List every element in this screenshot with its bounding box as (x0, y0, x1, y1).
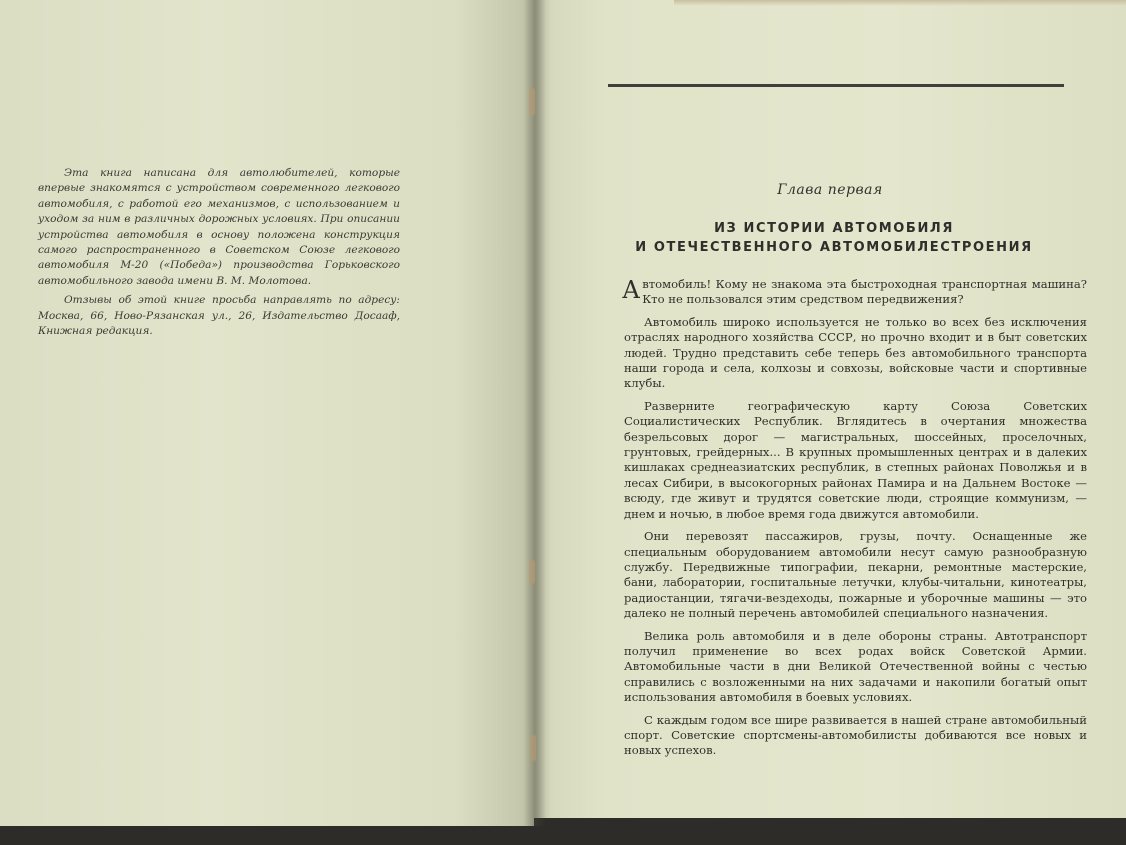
body-paragraph: Они перевозят пассажиров, грузы, почту. Оснащенные же специальным оборудованием автомобили несут самую разнообразную службу. Передвижные типографии, пекарни, ремонтные мастерские, бани, лаборатории, госпитальные летучки, клубы-читальни, кинотеатры, радиостанции, тягачи-вездеходы, пожарные и уборочные машины — это далеко не полный перечень автомобилей специального назначения. (624, 529, 1087, 621)
page-edge-shadow (674, 0, 1126, 6)
binding-stain (529, 88, 535, 116)
left-page (0, 0, 534, 826)
imprint-paragraph: Отзывы об этой книге просьба направлять по адресу: Москва, 66, Ново-Рязанская ул., 26, Издательство Досааф, Книжная редакция. (38, 294, 400, 338)
body-paragraph (624, 277, 1087, 308)
body-paragraph: Велика роль автомобиля и в деле обороны страны. Автотранспорт получил применение во всех родах войск Советской Армии. Автомобильные части в дни Великой Отечественной войны с честью справились с возложенными на них задачами и накопили богатый опыт использования автомобиля в боевых условиях. (624, 628, 1087, 705)
binding-gutter (524, 0, 546, 826)
chapter-body (624, 277, 1087, 766)
lead-text: втомобиль! Кому не знакома эта быстроходная транспортная машина? Кто не пользовался этим средством передвижения? (642, 277, 1087, 307)
drop-cap: А (622, 276, 641, 304)
imprint-annotation (38, 166, 400, 343)
chapter-label: Глава первая (777, 182, 883, 198)
chapter-title-line: ИЗ ИСТОРИИ АВТОМОБИЛЯ (714, 221, 954, 236)
right-page (534, 0, 1126, 818)
header-rule (608, 84, 1064, 87)
body-paragraph: Автомобиль широко используется не только во всех без исключения отраслях народного хозяйства СССР, но прочно входит и в быт советских людей. Трудно представить себе теперь без автомобильного транспорта наши города и села, колхозы и совхозы, войсковые части и спортивные клубы. (624, 314, 1087, 391)
binding-stain (529, 560, 535, 584)
binding-stain (530, 735, 536, 761)
body-paragraph: Разверните географическую карту Союза Советских Социалистических Республик. Вглядитесь в очертания множества безрельсовых дорог — магистральных, шоссейных, проселочных, грунтовых, грейдерных... В крупных промышленных центрах и в далеких кишлаках среднеазиатских республик, в степных районах Поволжья и в лесах Сибири, в высокогорных районах Памира и на Дальнем Востоке — всюду, где живут и трудятся советские люди, строящие коммунизм, — днем и ночью, в любое время года движутся автомобили. (624, 398, 1087, 521)
chapter-title (594, 219, 1074, 257)
chapter-title-line: И ОТЕЧЕСТВЕННОГО АВТОМОБИЛЕСТРОЕНИЯ (635, 240, 1033, 255)
imprint-paragraph: Эта книга написана для автолюбителей, которые впервые знакомятся с устройством современного легкового автомобиля, с работой его механизмов, с использованием и уходом за ним в различных дорожных условиях. При описании устройства автомобиля в основу положена конструкция самого распространенного в Советском Союзе легкового автомобиля М-20 («Победа») производства Горьковского автомобильного завода имени В. М. Молотова. (38, 167, 400, 287)
body-paragraph: С каждым годом все шире развивается в нашей стране автомобильный спорт. Советские спортсмены-автомобилисты добиваются все новых и новых успехов. (624, 712, 1087, 758)
